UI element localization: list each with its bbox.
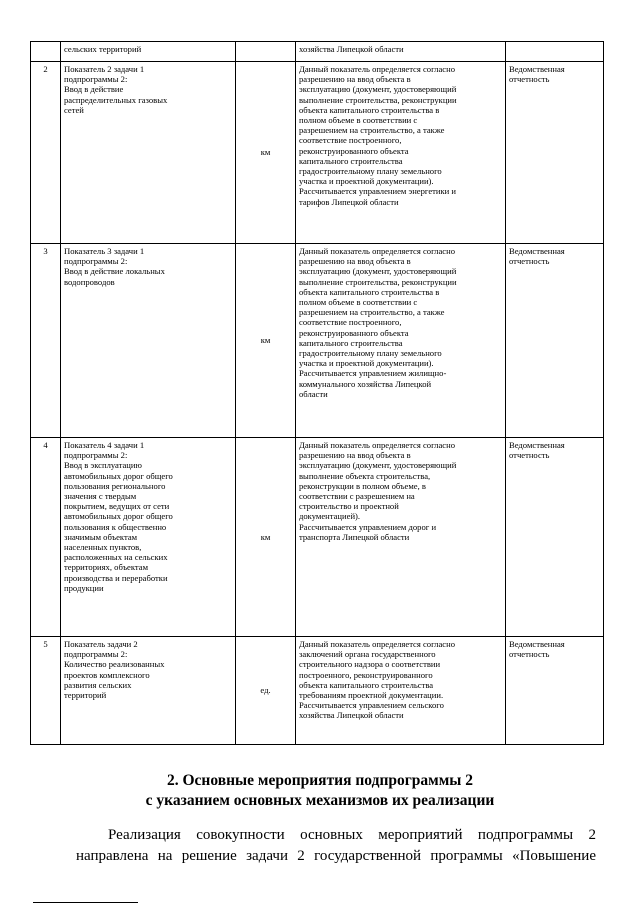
paragraph-line: Реализация совокупности основных мероприятий подпрограммы 2 [108,827,596,843]
table-row [31,42,604,62]
section-heading [0,771,640,811]
source-cell: Ведомственная отчетность [506,637,604,745]
source-cell: Ведомственная отчетность [506,62,604,244]
indicator-cell: Показатель 4 задачи 1 подпрограммы 2: Ввод в эксплуатацию автомобильных дорог общего пользования регионального значения с твердым покрытием, ведущих от сети автомобильных дорог общего пользования к общественно значимым объектам населенных пунктов, расположенных на сельских территориях, объектам производства и переработки продукции [61,438,236,637]
indicators-table [30,41,604,745]
paragraph-line: направлена на решение задачи 2 государственной программы «Повышение [76,848,596,864]
unit-cell: км [236,62,296,244]
table-row [31,244,604,438]
row-number: 2 [31,62,61,244]
footnote-divider [33,902,138,903]
row-number [31,42,61,62]
table-row [31,637,604,745]
unit-cell: км [236,438,296,637]
method-cell: Данный показатель определяется согласно заключений органа государственного строительного надзора о соответствии построенного, реконструированного объекта капитального строительства требованиям проектной документации. Рассчитывается управлением сельского хозяйства Липецкой области [296,637,506,745]
method-cell: хозяйства Липецкой области [296,42,506,62]
row-number: 3 [31,244,61,438]
table-row [31,62,604,244]
source-cell: Ведомственная отчетность [506,244,604,438]
indicator-cell: Показатель задачи 2 подпрограммы 2: Количество реализованных проектов комплексного развития сельских территорий [61,637,236,745]
table-row [31,438,604,637]
section-paragraph [76,825,596,867]
method-cell: Данный показатель определяется согласно разрешению на ввод объекта в эксплуатацию (документ, удостоверяющий выполнение объекта строительства, реконструкции в полном объеме, в соответствии с разрешением на строительство и проектной документацией). Рассчитывается управлением дорог и транспорта Липецкой области [296,438,506,637]
section-title-line: 2. Основные мероприятия подпрограммы 2 [167,772,473,789]
method-cell: Данный показатель определяется согласно разрешению на ввод объекта в эксплуатацию (документ, удостоверяющий выполнение строительства, реконструкции объекта капитального строительства в полном объеме в соответствии с разрешением на строительство, а также соответствие построенного, реконструированного объекта капитального строительства градостроительному плану земельного участка и проектной документации). Рассчитывается управлением энергетики и тарифов Липецкой области [296,62,506,244]
unit-cell [236,42,296,62]
row-number: 5 [31,637,61,745]
indicator-cell: Показатель 3 задачи 1 подпрограммы 2: Ввод в действие локальных водопроводов [61,244,236,438]
section-title-line: с указанием основных механизмов их реализации [145,792,495,809]
unit-cell: км [236,244,296,438]
indicator-cell: сельских территорий [61,42,236,62]
row-number: 4 [31,438,61,637]
indicator-cell: Показатель 2 задачи 1 подпрограммы 2: Ввод в действие распределительных газовых сетей [61,62,236,244]
source-cell [506,42,604,62]
unit-cell: ед. [236,637,296,745]
source-cell: Ведомственная отчетность [506,438,604,637]
method-cell: Данный показатель определяется согласно разрешению на ввод объекта в эксплуатацию (документ, удостоверяющий выполнение строительства, реконструкции объекта капитального строительства в полном объеме в соответствии с разрешением на строительство, а также соответствие построенного, реконструированного объекта капитального строительства градостроительному плану земельного участка и проектной документации). Рассчитывается управлением жилищно- коммунального хозяйства Липецкой области [296,244,506,438]
